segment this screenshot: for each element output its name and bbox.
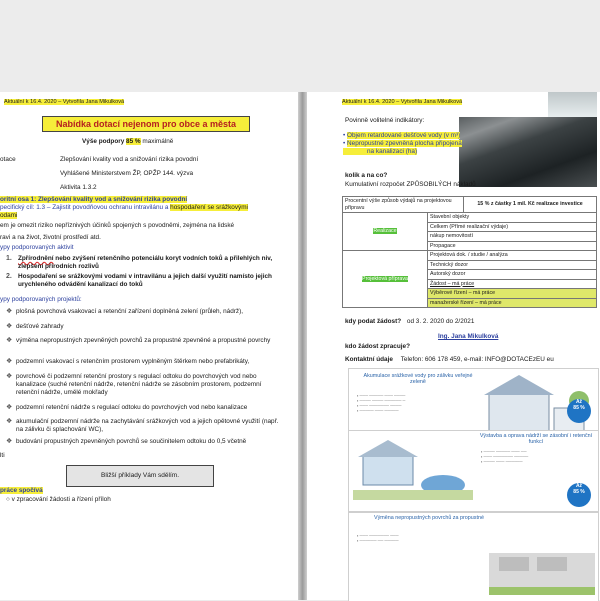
bullet-icon: ❖ [6,358,13,365]
bullet-icon: ❖ [6,308,13,315]
table-row: Žádost – má práce [428,279,597,289]
rain-gutter-photo [459,117,597,187]
bullet-icon: ○ [6,496,10,503]
work-heading: práce spočívá [0,487,43,494]
subsidy-announced: Vyhlášené Ministerstvem ŽP, OPŽP 144. výzva [60,170,194,177]
table-head-left: Procentní výše způsob výdajů na projektovou přípravu [343,197,464,213]
bullet-icon: ❖ [6,438,13,445]
activity-item-1: 1. Zpřírodnění nebo zvýšení retenčního potenciálu koryt vodních toků a přilehlých niv, zlepšení přírodních rozlivů [6,255,273,270]
projects-heading: ypy podporovaných projektů: [0,296,82,303]
table-row: Autorský dozor [428,270,597,280]
bullet-icon: • [343,132,346,139]
infographic-panel-3: Výměna nepropustných povrchů za propustné ▪ ─── ─────── ─── ▪ ────── ── ───── Až 85 % [348,512,599,601]
tank-illustration [353,435,473,505]
infographic-panel-1: Akumulace srážkové vody pro zálivku veřejné zeleně ▪ ─── ───── ─── ──── ▪ ──── ──── ────── ─ ▪ ─── ─────── ──── ▪ ───── ─── ───── Až 85 % [348,368,599,518]
percent-badge-2: Až 85 % [567,483,591,507]
bullet-icon: ❖ [6,323,13,330]
number-2: 2. [6,273,12,280]
info-text: ▪ ──── ───── ─── ── ▪ ─── ─────── ───── ▪ ──── ─── ────── [481,449,529,464]
left-document-page [0,92,298,600]
budget-line: Kumulativní rozpočet ZPŮSOBILÝCH nákladů [345,181,476,188]
paving-illustration [489,543,595,599]
percent-badge: Až 85 % [567,399,591,423]
info-text: ▪ ─── ─────── ─── ▪ ────── ── ───── [357,533,399,543]
bullet-icon: ❖ [6,337,13,344]
label-dotace: otace [0,156,16,163]
table-row: manažerské řízení – má práce [428,298,597,308]
table-row: Stavební objekty [428,213,597,223]
info-text: ▪ ─── ───── ─── ──── ▪ ──── ──── ────── ─ ▪ ─── ─────── ──── ▪ ───── ─── ───── [357,393,406,413]
table-head-right: 15 % z částky 1 mil. Kč realizace investice [464,197,597,213]
budget-table [342,196,597,308]
water-photo-top [548,92,597,118]
subsidy-activity: Aktivita 1.3.2 [60,184,97,191]
cut-text: lti [0,452,5,459]
prep-cell: Projektová příprava [343,251,428,308]
specific-goal: pecifický cíl: 1.3 – Zajistit povodňovou ochranu intravilánu a hospodaření se srážkovými odami [0,204,248,219]
left-page-header: Aktuální k 16.4. 2020 – Vytvořila Jana Mikulková [4,99,125,105]
bullet-icon: ❖ [6,373,13,380]
bullet-icon: ❖ [6,404,13,411]
bullet-icon: ❖ [6,418,13,425]
subsidy-name: Zlepšování kvality vod a snižování rizika povodní [60,156,199,163]
page-gutter [298,92,307,600]
activity-item-2: 2. Hospodaření se srážkovými vodami v intravilánu a jejich další využití namísto jejich urychleného odvádění kanalizací do toků [6,273,272,288]
bullet-icon: • [343,140,346,147]
who-processes: kdo žádost zpracuje? [345,343,410,350]
infographic-panel-2: Výstavba a oprava nádrží se zásobní i retenční funkcí ▪ ──── ───── ─── ── ▪ ─── ─────── ───── ▪ ──── ─── ────── [348,430,599,512]
table-row: Projektová dok. / studie / analýza [428,251,597,261]
table-row: nákup nemovitostí [428,232,597,242]
table-row: Propagace [428,241,597,251]
table-row: Celkem (Přímé realizační výdaje) [428,222,597,232]
realization-cell: Realizace [343,213,428,251]
deadline: kdy podat žádost? od 3. 2. 2020 do 2/2021 [345,318,475,325]
right-page-header: Aktuální k 16.4. 2020 – Vytvořila Jana Mikulková [342,99,463,105]
support-amount: Výše podpory 85 % maximálně [82,138,174,145]
priority-axis: oritní osa 1: Zlepšování kvality vod a snižování rizika povodní [0,196,188,203]
table-row: Výběrové řízení – má práce [428,289,597,299]
activities-heading: ypy podporovaných aktivit [0,244,74,251]
left-page-title: Nabídka dotací nejenom pro obce a města [42,116,250,132]
author-name: Ing. Jana Mikulková [438,333,499,340]
number-1: 1. [6,255,12,262]
contact-line: Kontaktní údaje Telefon: 606 178 459, e-mail: INFO@DOTACEzEU eu [345,356,554,363]
work-item: ○ v zpracování žádosti a řízení příloh [6,496,111,503]
table-row: Technický dozor [428,260,597,270]
purpose-text: em je omezit riziko nepříznivých účinků spojených s povodněmi, zejména na lidské ravi a na život, životní prostředí atd. [0,222,235,241]
more-examples-button[interactable]: Bližší příklady Vám sdělím. [66,465,214,487]
what-for: kolik a na co? [345,172,388,179]
indicator-2: • Nepropustné zpevněná plocha připojená na kanalizaci (ha) [343,140,462,155]
indicators-heading: Povinně volitelné indikátory: [345,117,425,124]
indicator-1: • Objem retardované dešťové vody (v m³) [343,132,461,139]
